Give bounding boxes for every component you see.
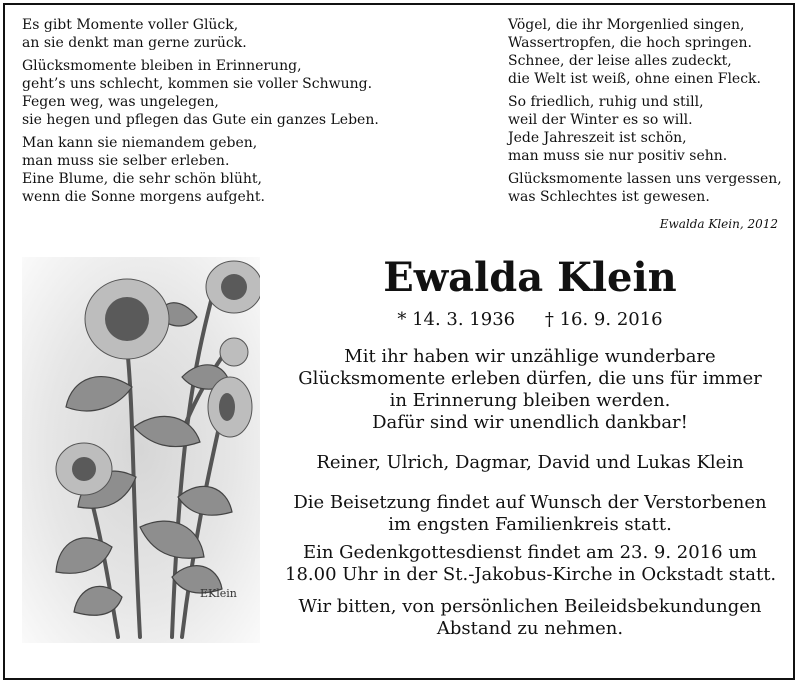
- poem-line: Eine Blume, die sehr schön blüht,: [22, 171, 262, 187]
- poem-line: geht’s uns schlecht, kommen sie voller Schwung.: [22, 76, 373, 92]
- funeral-line: im engsten Familienkreis statt.: [388, 514, 672, 535]
- poem-line: die Welt ist weiß, ohne einen Fleck.: [508, 71, 761, 87]
- sunflower-painting: [22, 257, 260, 643]
- poem-line: Fegen weg, was ungelegen,: [22, 94, 219, 110]
- poem-line: man muss sie selber erleben.: [22, 153, 230, 169]
- message-line: Dafür sind wir unendlich dankbar!: [372, 412, 688, 433]
- tribute-message: [285, 346, 775, 434]
- poem-line: man muss sie nur positiv sehn.: [508, 148, 728, 164]
- poem-left: [22, 16, 379, 211]
- poem-line: Schnee, der leise alles zudeckt,: [508, 53, 732, 69]
- poem-line: wenn die Sonne morgens aufgeht.: [22, 189, 265, 205]
- poem-line: was Schlechtes ist gewesen.: [508, 189, 710, 205]
- poem-line: Es gibt Momente voller Glück,: [22, 17, 239, 33]
- poem-line: weil der Winter es so will.: [508, 112, 693, 128]
- painting-signature: EKlein: [200, 587, 237, 600]
- service-line: 18.00 Uhr in der St.-Jakobus-Kirche in Ockstadt statt.: [285, 564, 777, 585]
- poem-right: [508, 16, 782, 211]
- poem-line: Vögel, die ihr Morgenlied singen,: [508, 17, 745, 33]
- poem-line: Jede Jahreszeit ist schön,: [508, 130, 687, 146]
- message-line: Mit ihr haben wir unzählige wunderbare: [344, 346, 716, 367]
- condolence-request: [285, 596, 775, 640]
- deceased-name: Ewalda Klein: [383, 254, 677, 301]
- poem-stanza: [508, 16, 782, 88]
- poem-line: So friedlich, ruhig und still,: [508, 94, 704, 110]
- funeral-notice: [285, 492, 775, 536]
- memorial-service: [285, 542, 775, 586]
- poem-stanza: [22, 57, 379, 129]
- life-dates: [285, 308, 775, 332]
- message-line: in Erinnerung bleiben werden.: [389, 390, 671, 411]
- poem-line: Wassertropfen, die hoch springen.: [508, 35, 752, 51]
- poem-stanza: [508, 93, 782, 165]
- poem-line: Glücksmomente bleiben in Erinnerung,: [22, 58, 302, 74]
- poem-credit: Ewalda Klein, 2012: [659, 217, 778, 231]
- service-line: Ein Gedenkgottesdienst findet am 23. 9. 2016 um: [302, 542, 758, 563]
- family-names: Reiner, Ulrich, Dagmar, David und Lukas Klein: [316, 452, 744, 473]
- poem-stanza: [22, 16, 379, 52]
- message-line: Glücksmomente erleben dürfen, die uns für immer: [298, 368, 762, 389]
- poem-stanza: [22, 134, 379, 206]
- death-date: † 16. 9. 2016: [544, 309, 663, 330]
- poem-line: Glücksmomente lassen uns vergessen,: [508, 171, 782, 187]
- poem-line: an sie denkt man gerne zurück.: [22, 35, 247, 51]
- request-line: Wir bitten, von persönlichen Beileidsbekundungen: [298, 596, 762, 617]
- poem-line: Man kann sie niemandem geben,: [22, 135, 258, 151]
- request-line: Abstand zu nehmen.: [436, 618, 624, 639]
- birth-date: * 14. 3. 1936: [397, 309, 516, 330]
- funeral-line: Die Beisetzung findet auf Wunsch der Verstorbenen: [293, 492, 767, 513]
- sunflower-illustration: [22, 257, 260, 643]
- poem-stanza: [508, 170, 782, 206]
- poem-line: sie hegen und pflegen das Gute ein ganzes Leben.: [22, 112, 379, 128]
